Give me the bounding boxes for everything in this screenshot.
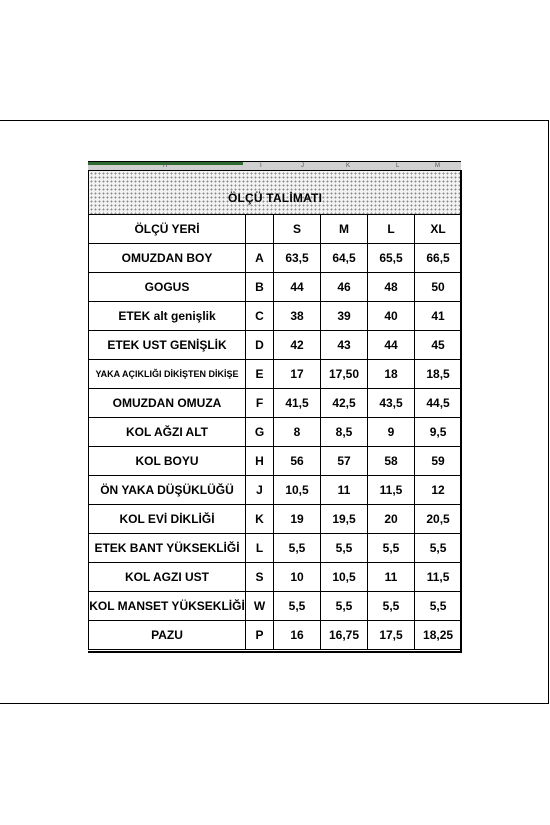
measurement-row <box>89 331 462 360</box>
value-l: 11,5 <box>368 476 415 505</box>
value-s: 17 <box>274 360 321 389</box>
value-m: 39 <box>321 302 368 331</box>
value-l: 18 <box>368 360 415 389</box>
measurement-code: E <box>246 360 274 389</box>
measurement-code: P <box>246 621 274 650</box>
spreadsheet-column-header <box>88 161 461 170</box>
column-letter: M <box>435 163 440 169</box>
measurement-row <box>89 244 462 273</box>
column-letter: L <box>396 163 400 169</box>
measurement-label: OMUZDAN OMUZA <box>89 389 246 418</box>
measurement-row <box>89 389 462 418</box>
measurement-code: L <box>246 534 274 563</box>
column-letter: J <box>301 163 304 169</box>
measurement-code: D <box>246 331 274 360</box>
value-s: 56 <box>274 447 321 476</box>
measurement-label: OMUZDAN BOY <box>89 244 246 273</box>
measurement-label: ÖN YAKA DÜŞÜKLÜĞÜ <box>89 476 246 505</box>
header-size-xl: XL <box>415 215 462 244</box>
value-m: 46 <box>321 273 368 302</box>
value-l: 5,5 <box>368 534 415 563</box>
value-l: 9 <box>368 418 415 447</box>
value-m: 42,5 <box>321 389 368 418</box>
measurement-label: KOL AGZI UST <box>89 563 246 592</box>
measurement-code: W <box>246 592 274 621</box>
title-row <box>89 171 462 215</box>
title-cell <box>89 171 462 215</box>
value-xl: 12 <box>415 476 462 505</box>
value-xl: 44,5 <box>415 389 462 418</box>
value-s: 42 <box>274 331 321 360</box>
value-xl: 50 <box>415 273 462 302</box>
value-l: 58 <box>368 447 415 476</box>
table-title: ÖLÇÜ TALİMATI <box>227 190 323 205</box>
header-code-cell <box>246 215 274 244</box>
value-m: 5,5 <box>321 534 368 563</box>
value-m: 43 <box>321 331 368 360</box>
value-xl: 59 <box>415 447 462 476</box>
value-s: 10,5 <box>274 476 321 505</box>
value-s: 19 <box>274 505 321 534</box>
value-xl: 18,5 <box>415 360 462 389</box>
value-xl: 18,25 <box>415 621 462 650</box>
header-row <box>89 215 462 244</box>
value-xl: 5,5 <box>415 534 462 563</box>
value-m: 16,75 <box>321 621 368 650</box>
value-m: 5,5 <box>321 592 368 621</box>
measurement-row <box>89 418 462 447</box>
value-l: 40 <box>368 302 415 331</box>
value-m: 19,5 <box>321 505 368 534</box>
measurement-label: GOGUS <box>89 273 246 302</box>
value-m: 11 <box>321 476 368 505</box>
column-letter: I <box>260 163 262 169</box>
measurement-code: A <box>246 244 274 273</box>
measurement-label: ETEK UST GENİŞLİK <box>89 331 246 360</box>
value-m: 8,5 <box>321 418 368 447</box>
table-right-border <box>460 170 462 652</box>
column-letter: H <box>163 163 168 169</box>
header-size-s: S <box>274 215 321 244</box>
value-xl: 45 <box>415 331 462 360</box>
measurement-code: C <box>246 302 274 331</box>
column-letter: K <box>346 163 351 169</box>
value-s: 16 <box>274 621 321 650</box>
value-l: 48 <box>368 273 415 302</box>
measurement-label: KOL EVİ DİKLİĞİ <box>89 505 246 534</box>
measurement-code: K <box>246 505 274 534</box>
value-xl: 66,5 <box>415 244 462 273</box>
measurement-code: B <box>246 273 274 302</box>
value-s: 8 <box>274 418 321 447</box>
value-s: 44 <box>274 273 321 302</box>
header-size-m: M <box>321 215 368 244</box>
header-label-cell: ÖLÇÜ YERİ <box>89 215 246 244</box>
value-s: 38 <box>274 302 321 331</box>
value-xl: 20,5 <box>415 505 462 534</box>
measurement-row <box>89 505 462 534</box>
value-xl: 41 <box>415 302 462 331</box>
value-l: 44 <box>368 331 415 360</box>
value-s: 63,5 <box>274 244 321 273</box>
size-chart-table <box>88 170 462 650</box>
value-s: 41,5 <box>274 389 321 418</box>
value-l: 65,5 <box>368 244 415 273</box>
measurement-code: H <box>246 447 274 476</box>
value-l: 43,5 <box>368 389 415 418</box>
measurement-code: G <box>246 418 274 447</box>
header-size-l: L <box>368 215 415 244</box>
measurement-label: KOL BOYU <box>89 447 246 476</box>
value-m: 57 <box>321 447 368 476</box>
value-m: 17,50 <box>321 360 368 389</box>
value-l: 5,5 <box>368 592 415 621</box>
value-m: 64,5 <box>321 244 368 273</box>
value-l: 20 <box>368 505 415 534</box>
measurement-row <box>89 360 462 389</box>
value-s: 5,5 <box>274 534 321 563</box>
measurement-code: F <box>246 389 274 418</box>
measurement-row <box>89 302 462 331</box>
measurement-label: KOL AĞZI ALT <box>89 418 246 447</box>
measurement-row <box>89 621 462 650</box>
value-l: 17,5 <box>368 621 415 650</box>
measurement-row <box>89 447 462 476</box>
value-xl: 5,5 <box>415 592 462 621</box>
value-l: 11 <box>368 563 415 592</box>
measurement-row <box>89 273 462 302</box>
measurement-row <box>89 592 462 621</box>
measurement-row <box>89 534 462 563</box>
value-m: 10,5 <box>321 563 368 592</box>
measurement-label: ETEK BANT YÜKSEKLİĞİ <box>89 534 246 563</box>
table-bottom-border <box>88 651 462 653</box>
value-s: 10 <box>274 563 321 592</box>
value-xl: 11,5 <box>415 563 462 592</box>
measurement-label: PAZU <box>89 621 246 650</box>
measurement-label: YAKA AÇIKLIĞI DİKİŞTEN DİKİŞE <box>89 360 246 389</box>
value-xl: 9,5 <box>415 418 462 447</box>
measurement-code: J <box>246 476 274 505</box>
measurement-code: S <box>246 563 274 592</box>
measurement-label: KOL MANSET YÜKSEKLİĞİ <box>89 592 246 621</box>
measurement-row <box>89 476 462 505</box>
measurement-row <box>89 563 462 592</box>
value-s: 5,5 <box>274 592 321 621</box>
measurement-label: ETEK alt genişlik <box>89 302 246 331</box>
